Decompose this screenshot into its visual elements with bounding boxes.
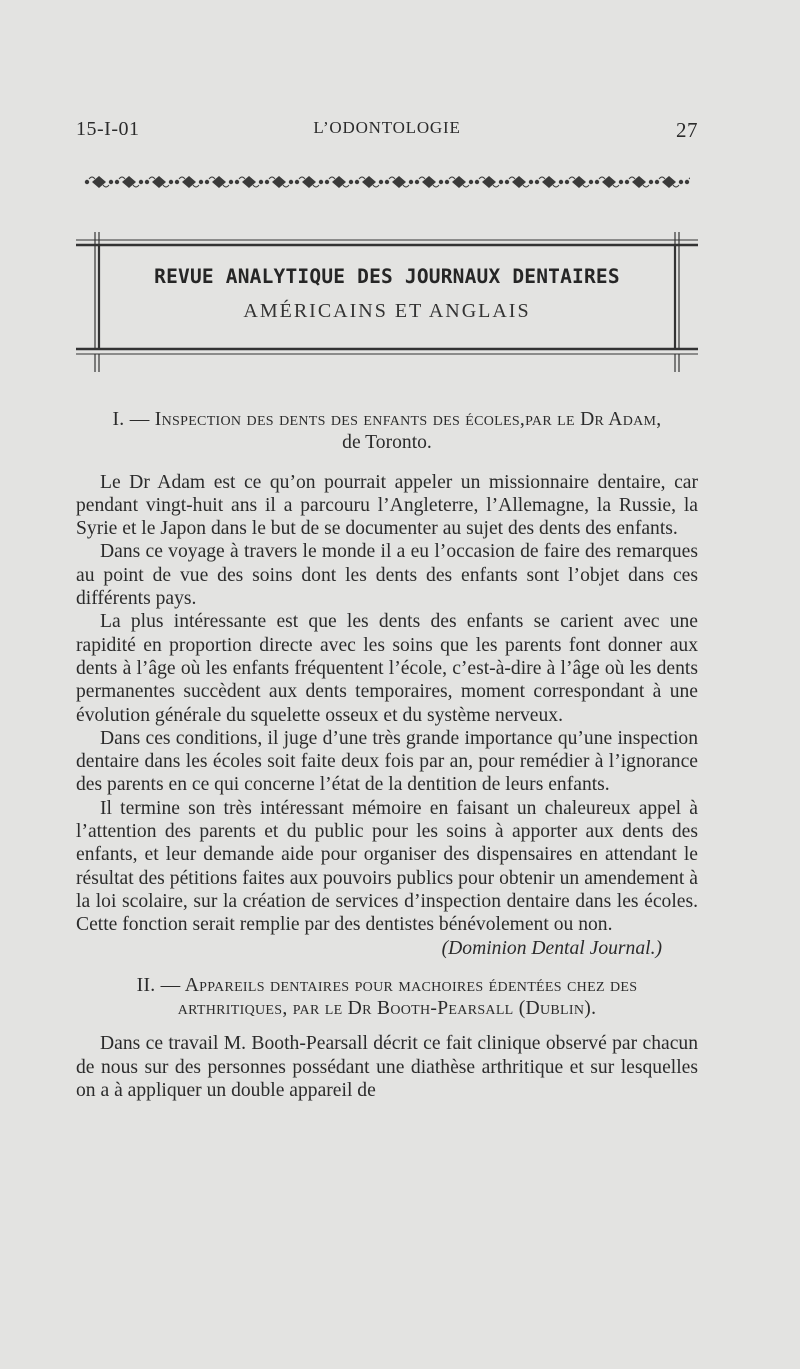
article-1-heading	[76, 408, 698, 455]
article-1-source: (Dominion Dental Journal.)	[441, 937, 662, 959]
article-2-heading-line-2: arthritiques, par le Dr Booth-Pearsall (Dublin).	[177, 998, 597, 1020]
article-1-paragraph-4: Dans ces conditions, il juge d’une très grande importance qu’une inspection dentaire dans les écoles soit faite deux fois par an, pour remédier à l’ignorance des parents en ce qui concerne l’état de la dentition de leurs enfants.	[76, 727, 698, 796]
article-2-heading-line-1: II. — Appareils dentaires pour machoires édentées chez des	[136, 974, 638, 996]
issue-date: 15-I-01	[76, 118, 140, 140]
article-1-heading-line-1: I. — Inspection des dents des enfants des écoles,par le Dr Adam,	[112, 409, 662, 430]
section-title: REVUE ANALYTIQUE DES JOURNAUX DENTAIRES	[154, 265, 620, 288]
article-1-paragraph-1: Le Dr Adam est ce qu’on pourrait appeler un missionnaire dentaire, car pendant vingt-huit ans il a parcouru l’Angleterre, l’Allemagne, la Russie, la Syrie et le Japon dans le but de se documenter au sujet des dents des enfants.	[76, 471, 698, 540]
title-box	[76, 232, 698, 372]
article-2-paragraph-1: Dans ce travail M. Booth-Pearsall décrit ce fait clinique observé par chacun de nous sur des personnes possédant une diathèse arthritique et sur lesquelles on a à appliquer un double appareil de	[76, 1033, 698, 1102]
ornament-band	[84, 172, 690, 192]
article-1-paragraph-5: Il termine son très intéressant mémoire en faisant un chaleureux appel à l’attention des parents et du public pour les soins à apporter aux dents des enfants, et leur demande aide pour organiser des dispensaires en attendant le résultat des pétitions faites aux pouvoirs publics pour obtenir un amendement à la loi scolaire, sur la création de services d’inspection dentaire dans les écoles. Cette fonction serait remplie par des dentistes bénévolement ou non.	[76, 797, 698, 936]
article-body	[76, 408, 698, 1102]
page-number: 27	[676, 118, 698, 142]
article-2-heading	[76, 974, 698, 1021]
article-1-paragraph-2: Dans ce voyage à travers le monde il a eu l’occasion de faire des remarques au point de vue des soins dont les dents des enfants sont l’objet dans ces différents pays.	[76, 541, 698, 610]
section-subtitle: AMÉRICAINS ET ANGLAIS	[243, 300, 531, 322]
article-1-heading-line-2: de Toronto.	[342, 432, 432, 454]
journal-title: L’ODONTOLOGIE	[313, 118, 461, 137]
running-header	[76, 118, 698, 148]
article-1-paragraph-3: La plus intéressante est que les dents des enfants se carient avec une rapidité en proportion directe avec les soins que les parents font donner aux dents à l’âge où les enfants fréquentent l’école, c’est-à-dire à l’âge où les dents permanentes succèdent aux dents temporaires, moment correspondant à une évolution générale du squelette osseux et du système nerveux.	[76, 611, 698, 726]
